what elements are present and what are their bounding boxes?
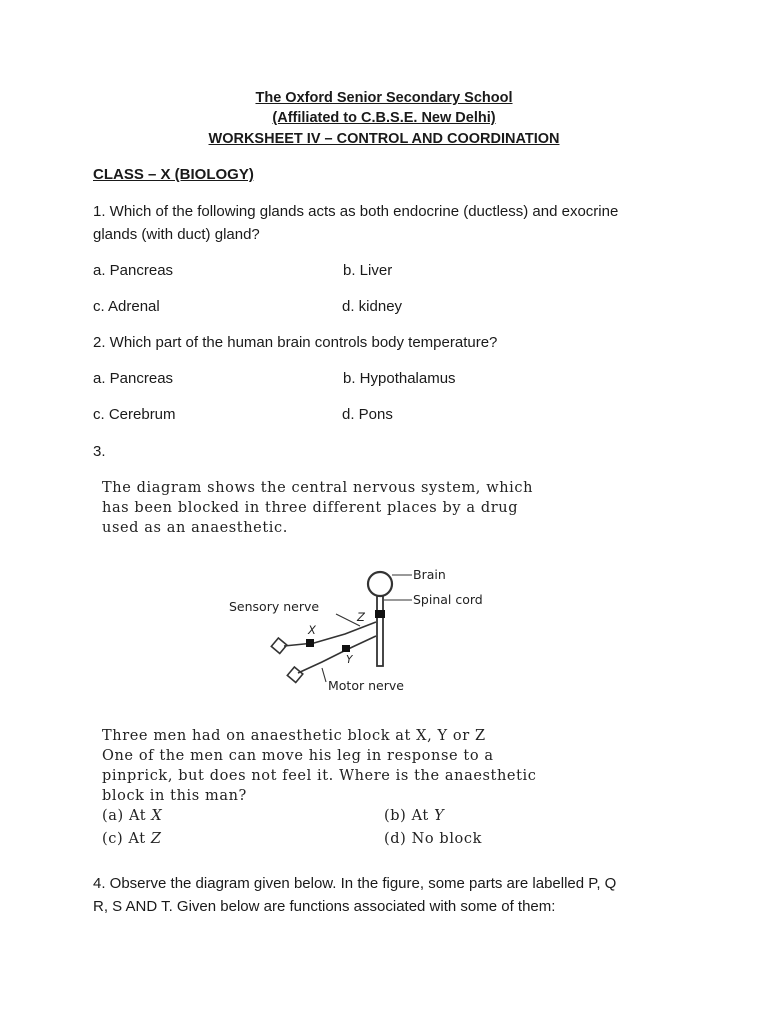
- spinal-cord-shape: [377, 596, 383, 666]
- block-z-marker: [375, 610, 385, 618]
- label-z: Z: [357, 610, 365, 624]
- class-label: CLASS – X (BIOLOGY): [93, 166, 254, 183]
- question-3-figure: [100, 474, 632, 854]
- figure-question-line-1: Three men had on anaesthetic block at X, Y or Z: [102, 728, 486, 744]
- q2-option-a: a. Pancreas: [93, 370, 174, 387]
- q3-option-d: (d) No block: [384, 831, 482, 847]
- q3-option-c: (c) At Z: [102, 831, 162, 847]
- q3-option-a: (a) At X: [102, 808, 163, 824]
- label-motor-nerve: Motor nerve: [328, 678, 404, 693]
- affiliation: (Affiliated to C.B.S.E. New Delhi): [272, 110, 496, 126]
- brain-shape: [368, 572, 392, 596]
- q1-option-d: d. kidney: [342, 298, 403, 315]
- q2-option-c: c. Cerebrum: [93, 406, 176, 423]
- figure-intro-line-3: used as an anaesthetic.: [102, 520, 288, 536]
- figure-intro-line-2: has been blocked in three different places by a drug: [102, 500, 519, 516]
- effector-square: [287, 667, 302, 682]
- q2-option-b: b. Hypothalamus: [343, 370, 456, 387]
- question-1-line-1: 1. Which of the following glands acts as both endocrine (ductless) and exocrine: [93, 203, 619, 220]
- block-x-marker: [306, 639, 314, 647]
- label-x: X: [308, 623, 316, 637]
- q1-option-a: a. Pancreas: [93, 262, 174, 279]
- q2-option-d: d. Pons: [342, 406, 393, 423]
- q1-option-c: c. Adrenal: [93, 298, 160, 315]
- question-2: 2. Which part of the human brain controls body temperature?: [93, 334, 498, 351]
- school-name: The Oxford Senior Secondary School: [255, 90, 513, 106]
- question-4-line-1: 4. Observe the diagram given below. In the figure, some parts are labelled P, Q: [93, 875, 617, 892]
- figure-question-line-2: One of the men can move his leg in response to a: [102, 748, 494, 764]
- figure-intro-line-1: The diagram shows the central nervous system, which: [102, 480, 534, 496]
- label-spinal-cord: Spinal cord: [413, 592, 483, 607]
- label-brain: Brain: [413, 567, 446, 582]
- label-sensory-nerve: Sensory nerve: [229, 599, 320, 614]
- q3-option-b: (b) At Y: [384, 808, 445, 824]
- question-4-line-2: R, S AND T. Given below are functions associated with some of them:: [93, 898, 556, 915]
- block-y-marker: [342, 645, 350, 652]
- figure-question-line-3: pinprick, but does not feel it. Where is the anaesthetic: [102, 768, 537, 784]
- q1-option-b: b. Liver: [343, 262, 393, 279]
- worksheet-title: WORKSHEET IV – CONTROL AND COORDINATION: [208, 131, 560, 147]
- question-3-number: 3.: [93, 443, 106, 460]
- figure-question-line-4: block in this man?: [102, 788, 247, 804]
- label-y: Y: [346, 654, 353, 666]
- question-1-line-2: glands (with duct) gland?: [93, 226, 260, 243]
